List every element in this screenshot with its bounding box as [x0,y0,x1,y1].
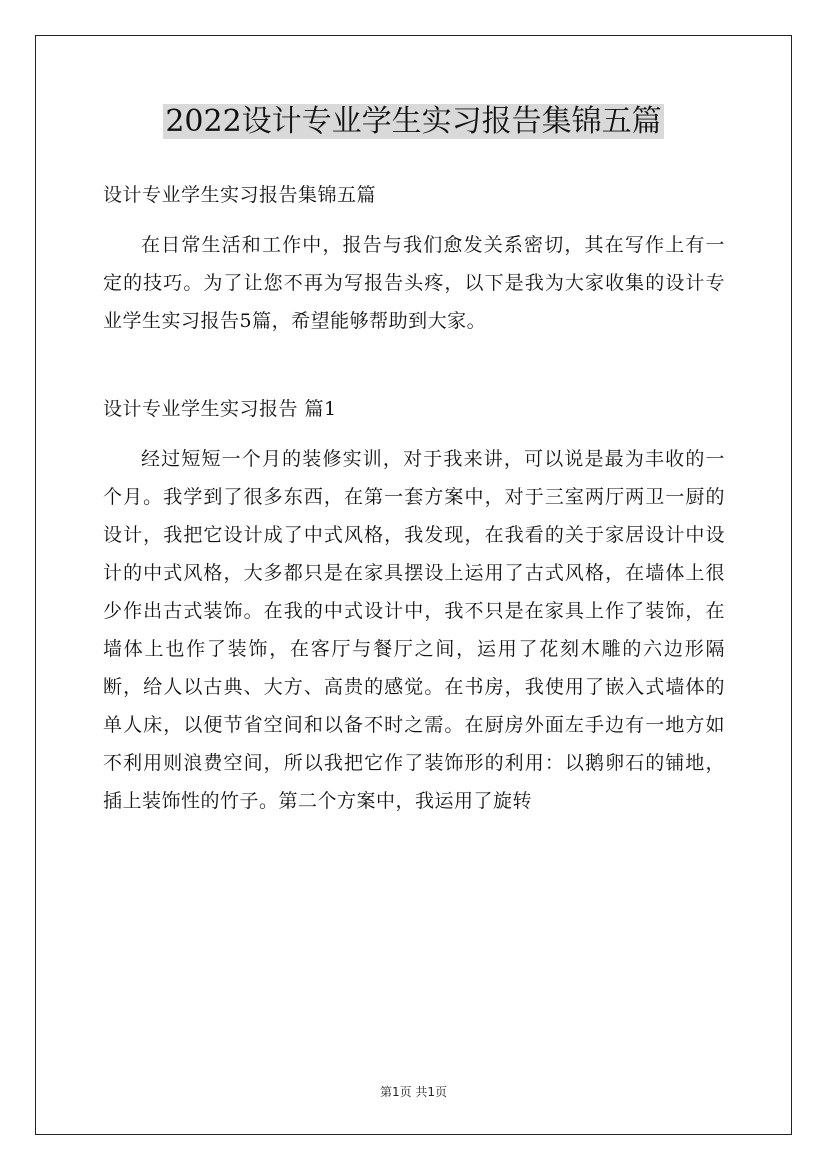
document-title-text: 2022设计专业学生实习报告集锦五篇 [165,104,662,139]
document-title [0,100,827,144]
document-subtitle: 设计专业学生实习报告集锦五篇 [103,184,377,206]
page-footer: 第1页 共1页 [379,1085,448,1099]
section-heading: 设计专业学生实习报告 篇1 [103,398,337,420]
document-body [103,176,725,820]
intro-paragraph: 在日常生活和工作中，报告与我们愈发关系密切，其在写作上有一定的技巧。为了让您不再为写报告头疼，以下是我为大家收集的设计专业学生实习报告5篇，希望能够帮助到大家。 [103,234,725,332]
section-paragraph: 经过短短一个月的装修实训，对于我来讲，可以说是最为丰收的一个月。我学到了很多东西，在第一套方案中，对于三室两厅两卫一厨的设计，我把它设计成了中式风格，我发现，在我看的关于家居设计中设计的中式风格，大多都只是在家具摆设上运用了古式风格，在墙体上很少作出古式装饰。在我的中式设计中，我不只是在家具上作了装饰，在墙体上也作了装饰，在客厅与餐厅之间，运用了花刻木雕的六边形隔断，给人以古典、大方、高贵的感觉。在书房，我使用了嵌入式墙体的单人床，以便节省空间和以备不时之需。在厨房外面左手边有一地方如不利用则浪费空间，所以我把它作了装饰形的利用：以鹅卵石的铺地，插上装饰性的竹子。第二个方案中，我运用了旋转 [103,448,725,812]
